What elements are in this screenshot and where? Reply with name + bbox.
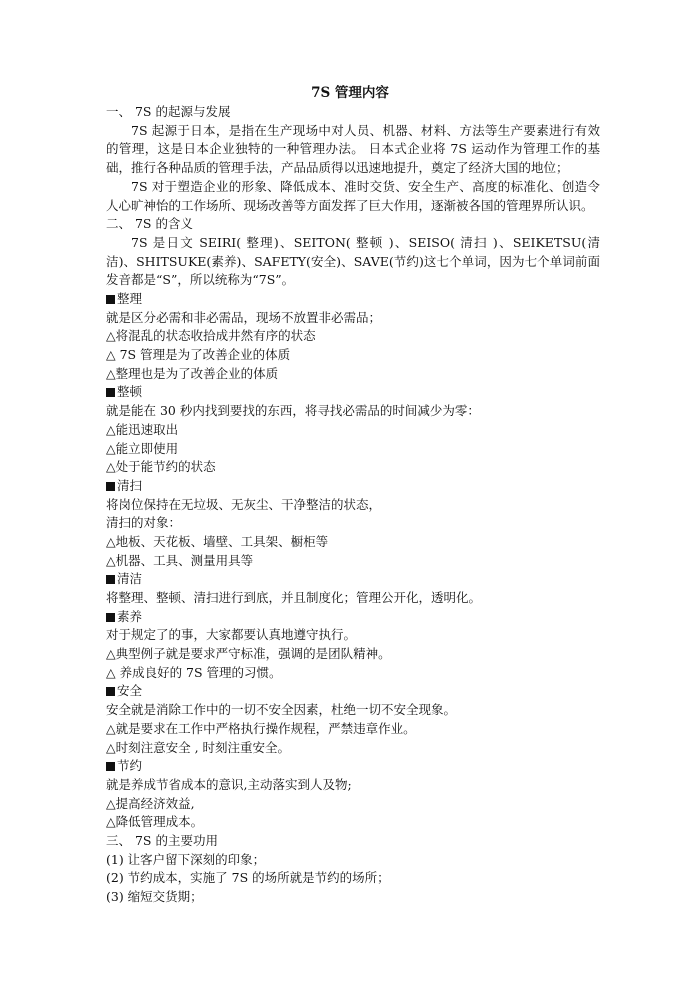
- item-line: 就是养成节省成本的意识,主动落实到人及物;: [106, 776, 352, 792]
- black-square-icon: [106, 613, 115, 622]
- item-line: △能立即使用: [106, 440, 179, 456]
- item-label: 节约: [117, 758, 143, 774]
- list-item: (2) 节约成本，实施了 7S 的场所就是节约的场所；: [106, 870, 390, 886]
- item-line: △提高经济效益,: [106, 795, 195, 811]
- item-line: △地板、天花板、墙壁、工具架、橱柜等: [106, 533, 329, 549]
- item-heading: [106, 757, 600, 776]
- item-label: 安全: [117, 683, 143, 699]
- item-heading: [106, 290, 600, 309]
- item-line: 清扫的对象：: [106, 515, 182, 531]
- item-line: 安全就是消除工作中的一切不安全因素，杜绝一切不安全现象。: [106, 702, 457, 718]
- item-line: 将整理、整顿、清扫进行到底，并且制度化；管理公开化，透明化。: [106, 590, 482, 605]
- item-line: △ 养成良好的 7S 管理的习惯。: [106, 664, 282, 680]
- item-line: 就是能在 30 秒内找到要找的东西，将寻找必需品的时间减少为零：: [106, 403, 480, 419]
- item-line: △时刻注意安全 , 时刻注重安全。: [106, 739, 291, 755]
- paragraph: 7S 是日文 SEIRI( 整理)、SEITON( 整顿 )、SEISO( 清扫 )、SEIKETSU(清洁)、SHITSUKE(素养)、SAFETY(安全)、SAVE(节约)这七个单词，因为七个单词前面发音都是“S”，所以统称为“7S”。: [106, 234, 600, 288]
- item-line: △处于能节约的状态: [106, 459, 216, 475]
- list-item: (1) 让客户留下深刻的印象；: [106, 851, 266, 867]
- item-line: △机器、工具、测量用具等: [106, 552, 254, 568]
- paragraph: 7S 对于塑造企业的形象、降低成本、准时交货、安全生产、高度的标准化、创造令人心旷神怡的工作场所、现场改善等方面发挥了巨大作用，逐渐被各国的管理界所认识。: [106, 178, 600, 213]
- item-line: △降低管理成本。: [106, 814, 204, 830]
- item-heading: [106, 682, 600, 701]
- black-square-icon: [106, 575, 115, 584]
- item-line: △能迅速取出: [106, 421, 179, 437]
- black-square-icon: [106, 388, 115, 397]
- item-line: △将混乱的状态收拾成井然有序的状态: [106, 328, 316, 344]
- item-heading: [106, 570, 600, 589]
- item-label: 整理: [117, 291, 143, 306]
- section-heading: 三、 7S 的主要功用: [106, 832, 218, 848]
- section-heading: 二、 7S 的含义: [106, 216, 193, 232]
- item-line: 将岗位保持在无垃圾、无灰尘、干净整洁的状态，: [106, 496, 382, 512]
- black-square-icon: [106, 762, 115, 771]
- black-square-icon: [106, 687, 115, 696]
- item-label: 素养: [117, 608, 143, 624]
- document-body: [106, 103, 600, 907]
- item-label: 整顿: [117, 384, 143, 400]
- item-heading: [106, 477, 600, 496]
- list-item: (3) 缩短交货期；: [106, 889, 203, 904]
- item-label: 清洁: [117, 571, 143, 587]
- paragraph: 7S 起源于日本，是指在生产现场中对人员、机器、材料、方法等生产要素进行有效的管理，这是日本企业独特的一种管理办法。 日本式企业将 7S 运动作为管理工作的基础，推行各种品质的管理手法，产品品质得以迅速地提升，奠定了经济大国的地位；: [106, 122, 600, 176]
- item-line: △就是要求在工作中严格执行操作规程，严禁违章作业。: [106, 720, 416, 736]
- black-square-icon: [106, 295, 115, 304]
- section-heading: 一、 7S 的起源与发展: [106, 104, 231, 119]
- item-label: 清扫: [117, 477, 143, 493]
- item-line: 就是区分必需和非必需品，现场不放置非必需品；: [106, 309, 382, 325]
- item-heading: [106, 608, 600, 627]
- item-line: △整理也是为了改善企业的体质: [106, 365, 279, 381]
- document-title: 7S 管理内容: [311, 85, 389, 101]
- item-line: 对于规定了的事，大家都要认真地遵守执行。: [106, 627, 357, 643]
- item-line: △典型例子就是要求严守标准，强调的是团队精神。: [106, 646, 391, 662]
- black-square-icon: [106, 482, 115, 491]
- item-heading: [106, 383, 600, 402]
- item-line: △ 7S 管理是为了改善企业的体质: [106, 347, 291, 363]
